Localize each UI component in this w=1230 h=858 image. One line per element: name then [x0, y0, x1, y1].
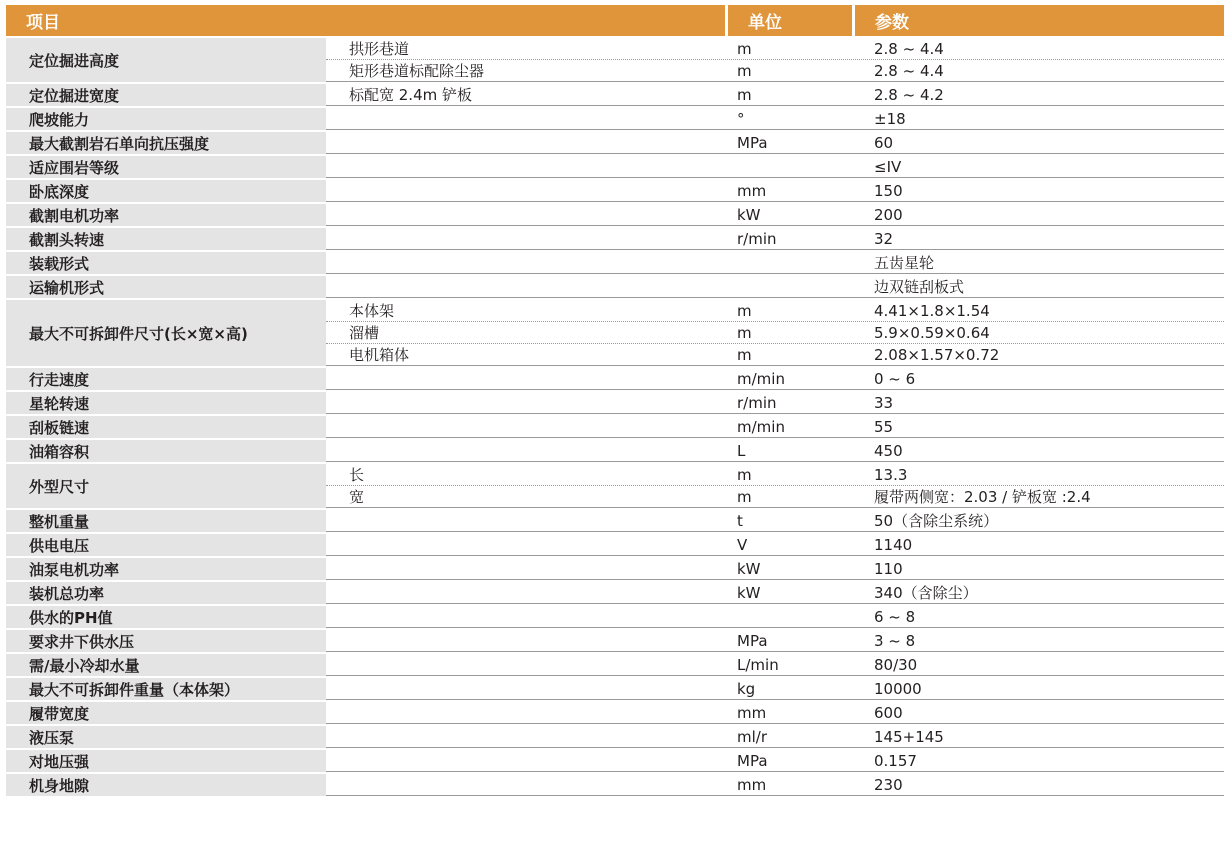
unit-cell: MPa: [737, 631, 768, 650]
sub-row: [326, 276, 1224, 298]
sub-row: [326, 180, 1224, 202]
row-subrows: [326, 132, 1224, 154]
row-subrows: [326, 416, 1224, 438]
value-cell: 110: [874, 559, 903, 578]
sub-row: [326, 392, 1224, 414]
table-row: [6, 252, 1224, 274]
table-row: [6, 38, 1224, 82]
sub-item: [326, 630, 725, 651]
unit-cell: [727, 252, 851, 273]
header-unit: 单位: [728, 5, 852, 36]
table-row: [6, 156, 1224, 178]
value-cell: 2.8 ~ 4.4: [874, 61, 944, 80]
row-subrows: [326, 678, 1224, 700]
row-subrows: [326, 582, 1224, 604]
sub-item: [326, 180, 725, 201]
sub-item: 宽: [349, 488, 365, 506]
table-row: [6, 702, 1224, 724]
row-subrows: [326, 534, 1224, 556]
table-row: [6, 606, 1224, 628]
row-subrows: [326, 228, 1224, 250]
unit-cell: kg: [737, 679, 756, 698]
row-subrows: [326, 606, 1224, 628]
unit-cell: m: [737, 85, 752, 104]
sub-item: [326, 440, 725, 461]
row-subrows: [326, 750, 1224, 772]
table-row: [6, 558, 1224, 580]
sub-row: [326, 702, 1224, 724]
unit-cell: V: [737, 535, 748, 554]
table-row: [6, 630, 1224, 652]
sub-row: [326, 654, 1224, 676]
row-subrows: [326, 108, 1224, 130]
table-row: [6, 750, 1224, 772]
unit-cell: r/min: [737, 229, 777, 248]
value-cell: 0 ~ 6: [874, 369, 916, 388]
unit-cell: m: [737, 61, 752, 80]
table-row: [6, 84, 1224, 106]
value-cell: 2.8 ~ 4.2: [874, 85, 944, 104]
row-name: 截割电机功率: [6, 204, 326, 226]
value-cell: 3 ~ 8: [874, 631, 916, 650]
table-row: [6, 368, 1224, 390]
sub-item: 标配宽 2.4m 铲板: [349, 86, 473, 104]
value-cell: ≤IV: [874, 157, 902, 176]
value-cell: 0.157: [874, 751, 917, 770]
table-row: [6, 440, 1224, 462]
row-subrows: [326, 156, 1224, 178]
value-cell: 1140: [874, 535, 913, 554]
sub-item: [326, 368, 725, 389]
row-name: 适应围岩等级: [6, 156, 326, 178]
row-subrows: [326, 440, 1224, 462]
sub-item: [326, 678, 725, 699]
sub-row: [326, 510, 1224, 532]
spec-table: [6, 5, 1224, 796]
sub-row: [326, 630, 1224, 652]
value-cell: 边双链刮板式: [874, 278, 965, 296]
table-row: [6, 180, 1224, 202]
value-cell: 230: [874, 775, 903, 794]
sub-row: [326, 416, 1224, 438]
sub-item: [326, 392, 725, 413]
sub-item: [326, 416, 725, 437]
header-param: 参数: [855, 5, 1224, 36]
table-row: [6, 132, 1224, 154]
sub-row: [326, 344, 1224, 366]
unit-cell: [727, 156, 851, 177]
row-name: 对地压强: [6, 750, 326, 772]
table-row: [6, 464, 1224, 508]
value-cell: 13.3: [874, 465, 908, 484]
value-cell: 2.08×1.57×0.72: [874, 345, 1000, 364]
sub-row: [326, 322, 1224, 344]
row-name: 油箱容积: [6, 440, 326, 462]
unit-cell: ml/r: [737, 727, 767, 746]
row-name: 装机总功率: [6, 582, 326, 604]
sub-row: [326, 38, 1224, 60]
table-row: [6, 108, 1224, 130]
sub-row: [326, 558, 1224, 580]
row-name: 供水的PH值: [6, 606, 326, 628]
table-row: [6, 392, 1224, 414]
row-subrows: [326, 630, 1224, 652]
sub-item: [326, 558, 725, 579]
row-subrows: [326, 300, 1224, 366]
sub-item: [326, 726, 725, 747]
sub-row: [326, 774, 1224, 796]
sub-item: [326, 654, 725, 675]
unit-cell: kW: [737, 205, 761, 224]
sub-row: [326, 368, 1224, 390]
value-cell: 340（含除尘）: [874, 584, 978, 602]
unit-cell: r/min: [737, 393, 777, 412]
sub-item: [326, 108, 725, 129]
table-row: [6, 510, 1224, 532]
value-cell: 6 ~ 8: [874, 607, 916, 626]
unit-cell: L/min: [737, 655, 779, 674]
value-cell: 200: [874, 205, 903, 224]
sub-item: [326, 510, 725, 531]
row-subrows: [326, 702, 1224, 724]
row-name: 需/最小冷却水量: [6, 654, 326, 676]
sub-row: [326, 156, 1224, 178]
value-cell: 450: [874, 441, 903, 460]
unit-cell: m/min: [737, 369, 785, 388]
row-name: 运输机形式: [6, 276, 326, 298]
unit-cell: m: [737, 323, 752, 342]
row-subrows: [326, 84, 1224, 106]
unit-cell: kW: [737, 559, 761, 578]
row-subrows: [326, 774, 1224, 796]
value-cell: 4.41×1.8×1.54: [874, 301, 990, 320]
header-item: 项目: [6, 5, 725, 36]
row-subrows: [326, 464, 1224, 508]
row-name: 油泵电机功率: [6, 558, 326, 580]
sub-row: [326, 60, 1224, 82]
table-row: [6, 534, 1224, 556]
value-cell: 600: [874, 703, 903, 722]
sub-item: [326, 252, 725, 273]
unit-cell: °: [737, 109, 745, 128]
sub-row: [326, 300, 1224, 322]
unit-cell: m: [737, 39, 752, 58]
value-cell: 145+145: [874, 727, 944, 746]
sub-item: 长: [349, 466, 365, 484]
sub-row: [326, 132, 1224, 154]
table-body: [6, 38, 1224, 796]
unit-cell: mm: [737, 775, 767, 794]
row-name: 定位掘进宽度: [6, 84, 326, 106]
unit-cell: mm: [737, 181, 767, 200]
sub-item: [326, 750, 725, 771]
sub-row: [326, 440, 1224, 462]
row-name: 要求井下供水压: [6, 630, 326, 652]
row-name: 爬坡能力: [6, 108, 326, 130]
row-subrows: [326, 392, 1224, 414]
unit-cell: m: [737, 301, 752, 320]
table-row: [6, 774, 1224, 796]
unit-cell: m: [737, 345, 752, 364]
sub-item: [326, 702, 725, 723]
unit-cell: [727, 276, 851, 297]
sub-item: 矩形巷道标配除尘器: [349, 62, 485, 80]
value-cell: 五齿星轮: [874, 254, 935, 272]
row-name: 截割头转速: [6, 228, 326, 250]
value-cell: 履带两侧宽：2.03 / 铲板宽 :2.4: [874, 488, 1091, 506]
row-subrows: [326, 276, 1224, 298]
row-name: 机身地隙: [6, 774, 326, 796]
row-subrows: [326, 726, 1224, 748]
value-cell: 32: [874, 229, 894, 248]
table-row: [6, 228, 1224, 250]
row-name: 液压泵: [6, 726, 326, 748]
sub-row: [326, 228, 1224, 250]
unit-cell: [727, 606, 851, 627]
row-name: 整机重量: [6, 510, 326, 532]
unit-cell: m: [737, 487, 752, 506]
sub-item: [326, 276, 725, 297]
unit-cell: mm: [737, 703, 767, 722]
sub-item: 拱形巷道: [349, 40, 410, 58]
table-row: [6, 654, 1224, 676]
sub-item: [326, 132, 725, 153]
sub-row: [326, 84, 1224, 106]
table-header: [6, 5, 1224, 36]
value-cell: 33: [874, 393, 894, 412]
sub-item: [326, 606, 725, 627]
row-name: 履带宽度: [6, 702, 326, 724]
row-subrows: [326, 204, 1224, 226]
sub-item: [326, 156, 725, 177]
table-row: [6, 204, 1224, 226]
table-row: [6, 276, 1224, 298]
sub-row: [326, 606, 1224, 628]
row-subrows: [326, 510, 1224, 532]
sub-item: 本体架: [349, 302, 395, 320]
sub-item: [326, 204, 725, 225]
sub-row: [326, 464, 1224, 486]
sub-row: [326, 678, 1224, 700]
row-name: 最大截割岩石单向抗压强度: [6, 132, 326, 154]
row-name: 最大不可拆卸件重量（本体架）: [6, 678, 326, 700]
row-name: 刮板链速: [6, 416, 326, 438]
value-cell: 5.9×0.59×0.64: [874, 323, 990, 342]
row-name: 星轮转速: [6, 392, 326, 414]
table-row: [6, 582, 1224, 604]
sub-row: [326, 486, 1224, 508]
row-subrows: [326, 252, 1224, 274]
table-row: [6, 416, 1224, 438]
sub-row: [326, 582, 1224, 604]
value-cell: 55: [874, 417, 894, 436]
unit-cell: t: [737, 511, 743, 530]
value-cell: 150: [874, 181, 903, 200]
sub-item: [326, 582, 725, 603]
row-subrows: [326, 654, 1224, 676]
sub-item: [326, 774, 725, 795]
value-cell: 60: [874, 133, 894, 152]
value-cell: ±18: [874, 109, 906, 128]
row-subrows: [326, 368, 1224, 390]
unit-cell: L: [737, 441, 746, 460]
sub-row: [326, 252, 1224, 274]
sub-item: 电机箱体: [349, 346, 410, 364]
sub-row: [326, 534, 1224, 556]
row-name: 供电电压: [6, 534, 326, 556]
unit-cell: m: [737, 465, 752, 484]
sub-row: [326, 750, 1224, 772]
sub-row: [326, 204, 1224, 226]
sub-row: [326, 108, 1224, 130]
sub-item: [326, 228, 725, 249]
row-name: 行走速度: [6, 368, 326, 390]
row-subrows: [326, 38, 1224, 82]
sub-item: [326, 534, 725, 555]
sub-row: [326, 726, 1224, 748]
unit-cell: MPa: [737, 133, 768, 152]
unit-cell: MPa: [737, 751, 768, 770]
unit-cell: m/min: [737, 417, 785, 436]
row-subrows: [326, 558, 1224, 580]
row-name: 装载形式: [6, 252, 326, 274]
value-cell: 10000: [874, 679, 922, 698]
value-cell: 2.8 ~ 4.4: [874, 39, 944, 58]
row-name: 卧底深度: [6, 180, 326, 202]
value-cell: 50（含除尘系统）: [874, 512, 999, 530]
row-name: 最大不可拆卸件尺寸(长×宽×高): [6, 300, 326, 366]
row-name: 外型尺寸: [6, 464, 326, 508]
row-subrows: [326, 180, 1224, 202]
table-row: [6, 300, 1224, 366]
unit-cell: kW: [737, 583, 761, 602]
row-name: 定位掘进高度: [6, 38, 326, 82]
table-row: [6, 726, 1224, 748]
value-cell: 80/30: [874, 655, 918, 674]
sub-item: 溜槽: [349, 324, 380, 342]
table-row: [6, 678, 1224, 700]
